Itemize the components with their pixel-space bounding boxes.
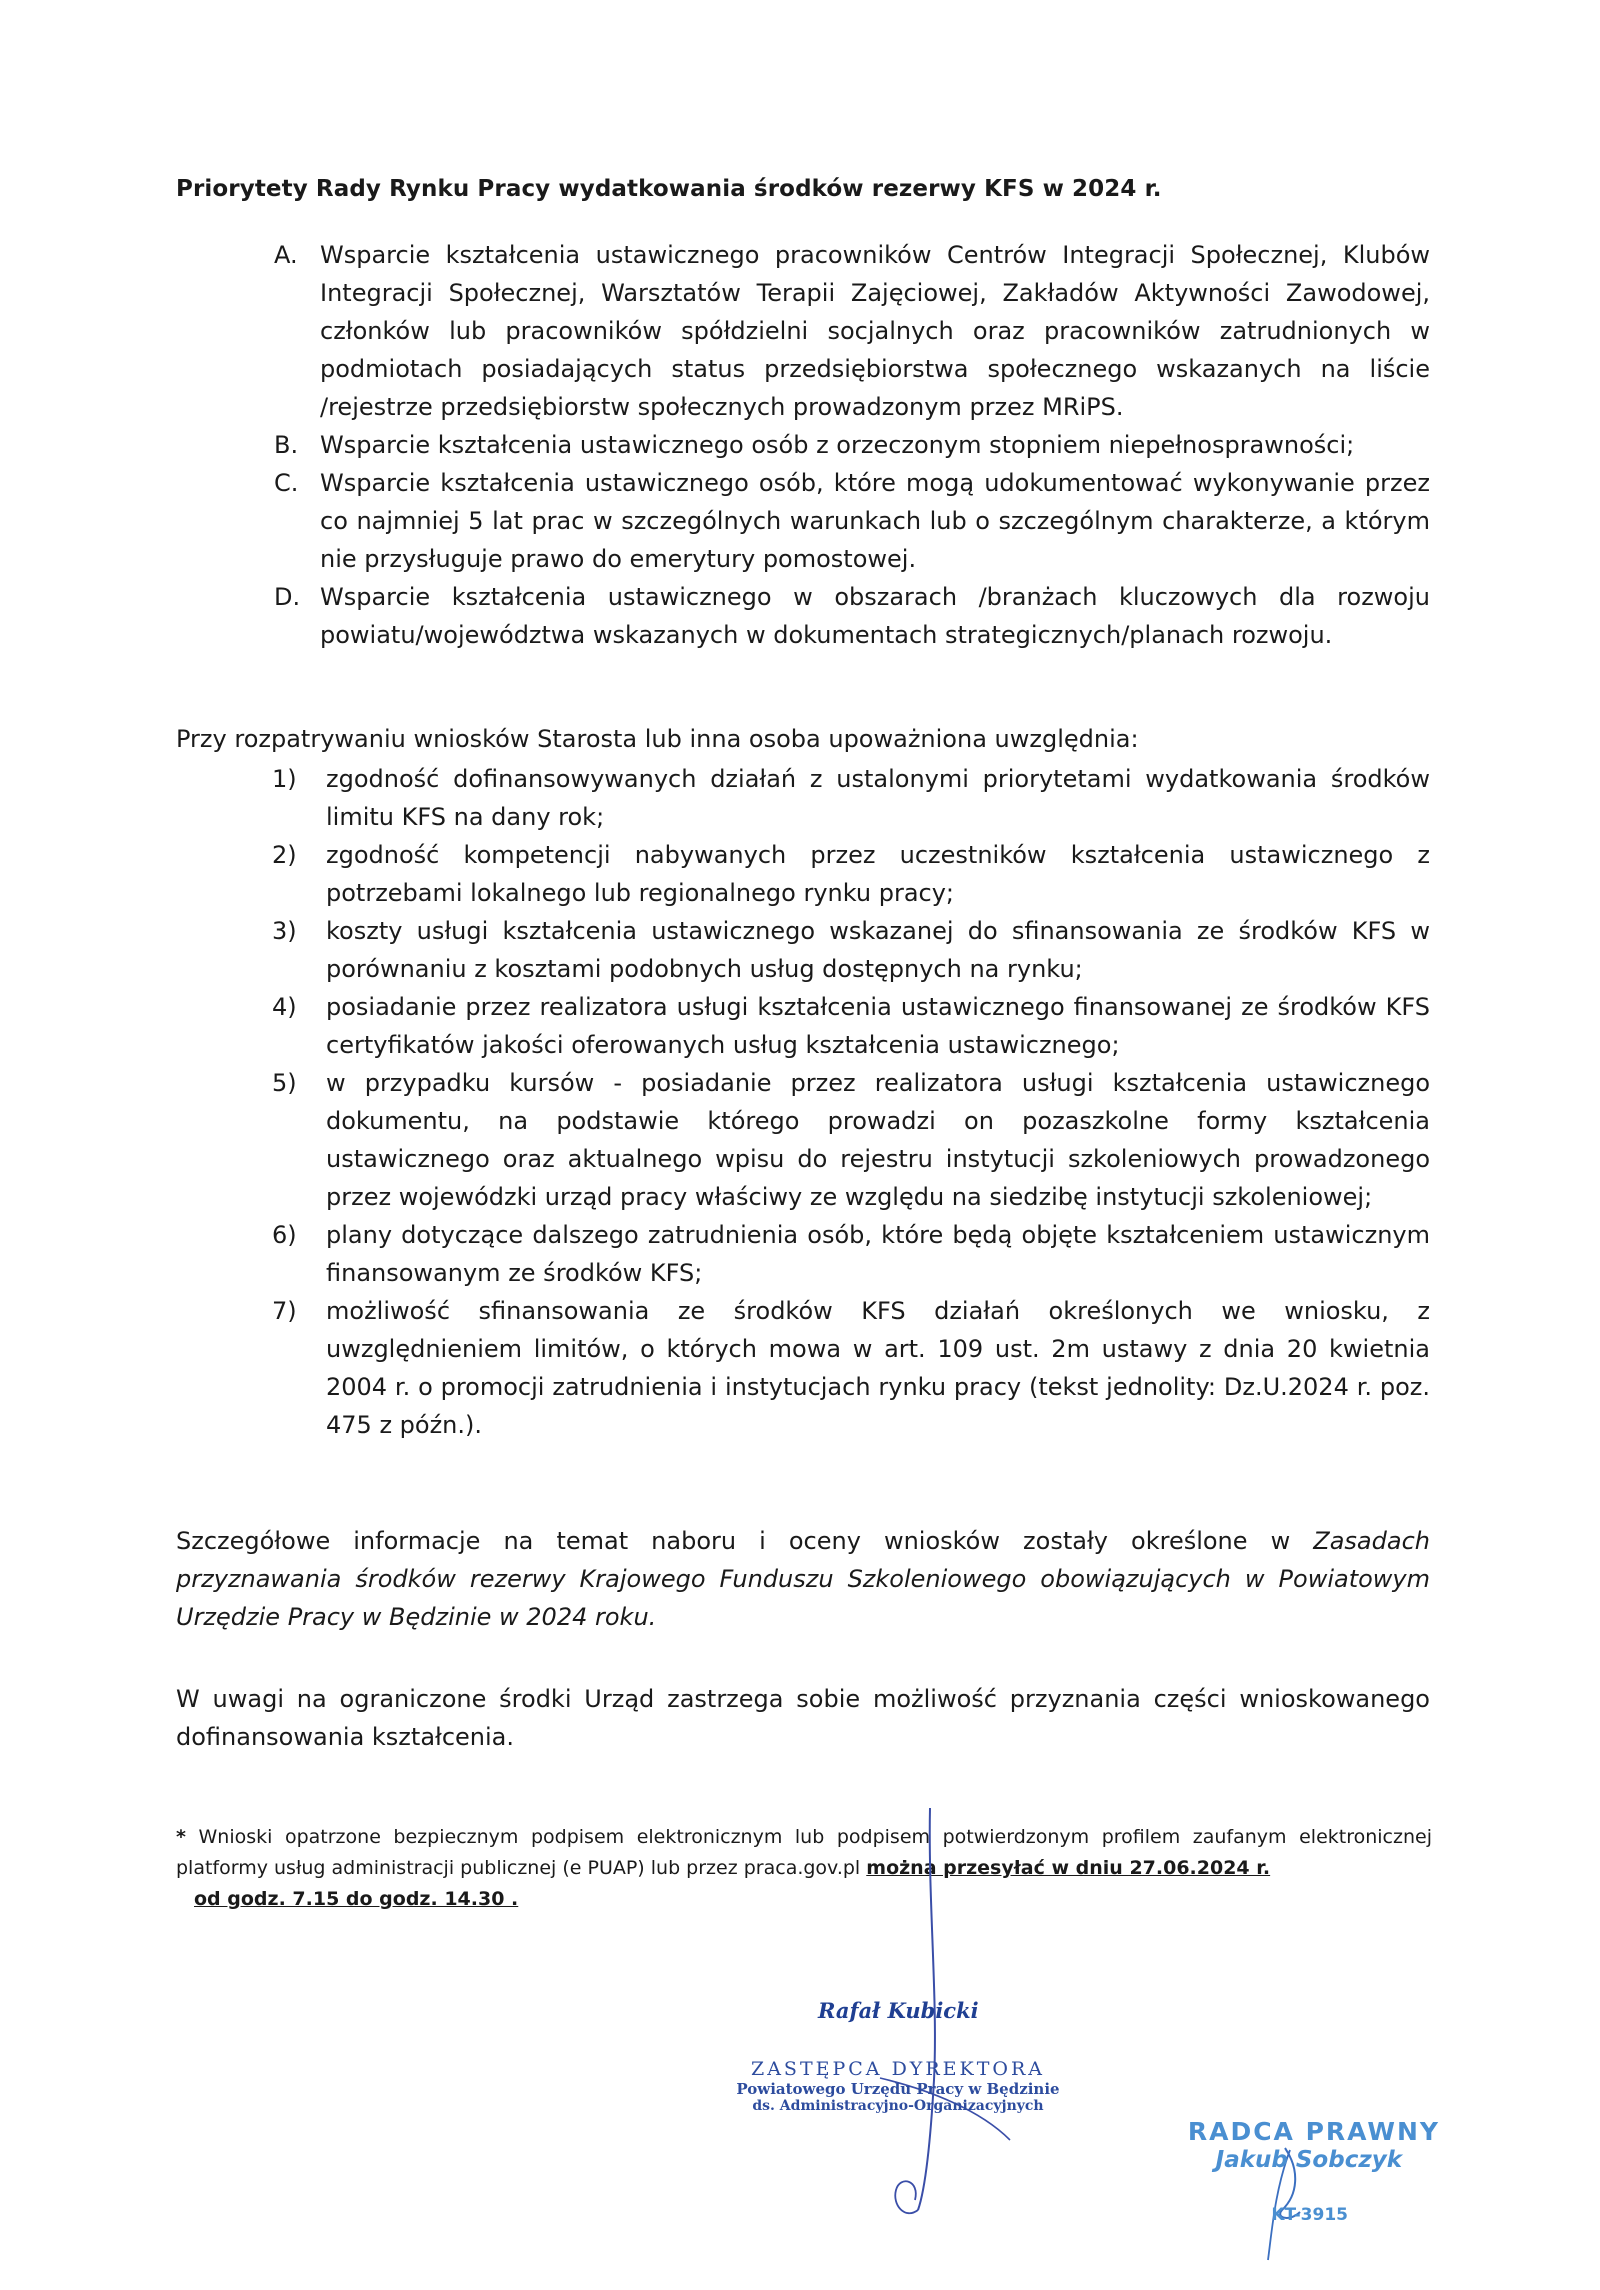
- legal-counsel-number: KT-3915: [1271, 2205, 1348, 2225]
- priority-text: Wsparcie kształcenia ustawicznego w obszarach /branżach kluczowych dla rozwoju powiatu/województwa wskazanych w dokumentach strategicznych/planach rozwoju.: [320, 583, 1430, 649]
- criteria-text: posiadanie przez realizatora usługi kształcenia ustawicznego finansowanej ze środków KFS certyfikatów jakości oferowanych usług kształcenia ustawicznego;: [326, 993, 1430, 1059]
- criteria-intro: Przy rozpatrywaniu wniosków Starosta lub inna osoba upoważniona uwzględnia:: [176, 725, 1139, 753]
- details-lead: Szczegółowe informacje na temat naboru i oceny wniosków zostały określone w: [176, 1527, 1291, 1555]
- criteria-text: w przypadku kursów - posiadanie przez realizatora usługi kształcenia ustawicznego dokumentu, na podstawie którego prowadzi on pozaszkolne formy kształcenia ustawicznego oraz aktualnego wpisu do rejestru instytucji szkoleniowych prowadzonego przez wojewódzki urząd pracy właściwy ze względu na siedzibę instytucji szkoleniowej;: [326, 1069, 1430, 1211]
- footnote-text: Wnioski opatrzone bezpiecznym podpisem elektronicznym lub podpisem potwierdzonym profilem zaufanym elektronicznej platformy usług administracji publicznej (e PUAP) lub przez praca.gov.pl: [176, 1826, 1432, 1879]
- priority-text: Wsparcie kształcenia ustawicznego osób, które mogą udokumentować wykonywanie przez co najmniej 5 lat prac w szczególnych warunkach lub o szczególnym charakterze, a którym nie przysługuje prawo do emerytury pomostowej.: [320, 469, 1430, 573]
- list-marker: D.: [274, 583, 301, 611]
- signatory-name: Rafał Kubicki: [818, 1998, 979, 2023]
- list-marker: A.: [274, 241, 298, 269]
- signature-stroke: [895, 2181, 918, 2213]
- footnote-star: *: [176, 1826, 186, 1848]
- list-marker: 4): [272, 993, 297, 1021]
- criteria-text: koszty usługi kształcenia ustawicznego wskazanej do sfinansowania ze środków KFS w porównaniu z kosztami podobnych usług dostępnych na rynku;: [326, 917, 1430, 983]
- criteria-text: możliwość sfinansowania ze środków KFS działań określonych we wniosku, z uwzględnieniem limitów, o których mowa w art. 109 ust. 2m ustawy z dnia 20 kwietnia 2004 r. o promocji zatrudnienia i instytucjach rynku pracy (tekst jednolity: Dz.U.2024 r. poz. 475 z późn.).: [326, 1297, 1430, 1439]
- priority-text: Wsparcie kształcenia ustawicznego osób z orzeczonym stopniem niepełnosprawności;: [320, 431, 1355, 459]
- legal-counsel-title: RADCA PRAWNY: [1187, 2117, 1440, 2146]
- list-marker: 3): [272, 917, 297, 945]
- submission-date: można przesyłać w dniu 27.06.2024 r.: [866, 1857, 1271, 1879]
- list-marker: 6): [272, 1221, 297, 1249]
- list-marker: 5): [272, 1069, 297, 1097]
- stamp-department: ds. Administracyjno-Organizacyjnych: [752, 2098, 1044, 2114]
- legal-counsel-name: Jakub Sobczyk: [1215, 2147, 1402, 2173]
- reservation-paragraph: W uwagi na ograniczone środki Urząd zastrzega sobie możliwość przyznania części wnioskowanego dofinansowania kształcenia.: [176, 1685, 1430, 1751]
- list-marker: 7): [272, 1297, 297, 1325]
- stamp-office: Powiatowego Urzędu Pracy w Będzinie: [736, 2080, 1060, 2098]
- page-title: Priorytety Rady Rynku Pracy wydatkowania środków rezerwy KFS w 2024 r.: [176, 176, 1162, 202]
- criteria-text: zgodność kompetencji nabywanych przez uczestników kształcenia ustawicznego z potrzebami lokalnego lub regionalnego rynku pracy;: [326, 841, 1430, 907]
- list-marker: 1): [272, 765, 297, 793]
- legal-counsel-stamp: [1140, 2118, 1440, 2226]
- submission-hours: od godz. 7.15 do godz. 14.30 .: [194, 1888, 519, 1910]
- details-doc-title: Zasadach przyznawania środków rezerwy Krajowego Funduszu Szkoleniowego obowiązujących w Powiatowym Urzędzie Pracy w Będzinie w 2024 roku.: [176, 1527, 1430, 1631]
- priority-text: Wsparcie kształcenia ustawicznego pracowników Centrów Integracji Społecznej, Klubów Integracji Społecznej, Warsztatów Terapii Zajęciowej, Zakładów Aktywności Zawodowej, członków lub pracowników spółdzielni socjalnych oraz pracowników zatrudnionych w podmiotach posiadających status przedsiębiorstwa społecznego wskazanych na liście /rejestrze przedsiębiorstw społecznych prowadzonym przez MRiPS.: [320, 241, 1430, 421]
- list-marker: B.: [274, 431, 299, 459]
- list-marker: 2): [272, 841, 297, 869]
- director-stamp: [712, 2058, 1084, 2115]
- stamp-position: ZASTĘPCA DYREKTORA: [751, 2058, 1045, 2080]
- criteria-text: plany dotyczące dalszego zatrudnienia osób, które będą objęte kształceniem ustawicznym finansowanym ze środków KFS;: [326, 1221, 1430, 1287]
- criteria-text: zgodność dofinansowywanych działań z ustalonymi priorytetami wydatkowania środków limitu KFS na dany rok;: [326, 765, 1430, 831]
- list-marker: C.: [274, 469, 299, 497]
